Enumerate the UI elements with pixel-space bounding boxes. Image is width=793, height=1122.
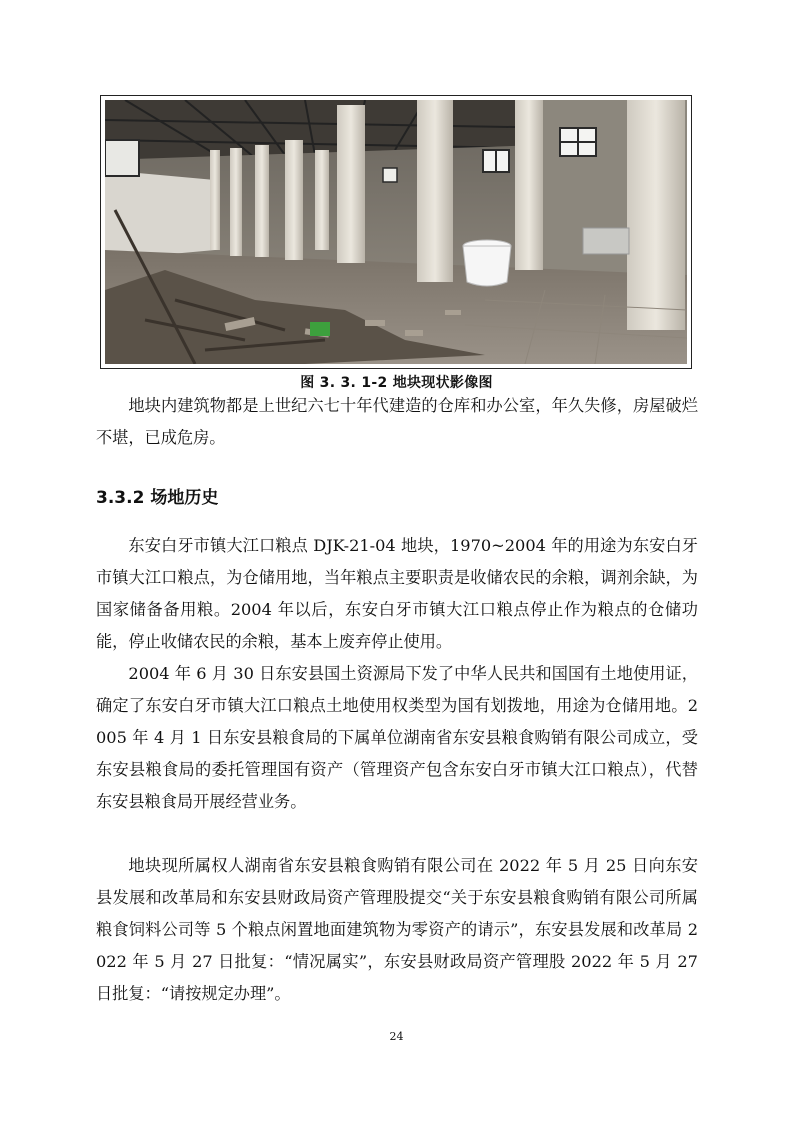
photo-warehouse-interior [105, 100, 687, 364]
figure-caption: 图 3. 3. 1-2 地块现状影像图 [300, 375, 493, 391]
paragraph-building-condition: 地块内建筑物都是上世纪六七十年代建造的仓库和办公室，年久失修，房屋破烂不堪，已成危房。 [96, 396, 698, 447]
paragraph-land-certificate: 2004 年 6 月 30 日东安县国土资源局下发了中华人民共和国国有土地使用证，确定了东安白牙市镇大江口粮点土地使用权类型为国有划拨地，用途为仓储用地。2005 年 4 月 1 日东安县粮食局的下属单位湖南省东安县粮食购销有限公司成立，受东安县粮食局的委托管理国有资产（管理资产包含东安白牙市镇大江口粮点），代替东安县粮食局开展经营业务。 [96, 664, 698, 811]
paragraph-ownership-request: 地块现所属权人湖南省东安县粮食购销有限公司在 2022 年 5 月 25 日向东安县发展和改革局和东安县财政局资产管理股提交“关于东安县粮食购销有限公司所属粮食饲料公司等 5 个粮点闲置地面建筑物为零资产的请示”，东安县发展和改革局 2022 年 5 月 27 日批复：“情况属实”，东安县财政局资产管理股 2022 年 5 月 27 日批复：“请按规定办理”。 [96, 856, 698, 1003]
section-heading: 3.3.2 场地历史 [96, 488, 219, 508]
paragraph-land-use-history: 东安白牙市镇大江口粮点 DJK-21-04 地块，1970~2004 年的用途为东安白牙市镇大江口粮点，为仓储用地，当年粮点主要职责是收储农民的余粮，调剂余缺，为国家储备备用粮。2004 年以后，东安白牙市镇大江口粮点停止作为粮点的仓储功能，停止收储农民的余粮，基本上废弃停止使用。 [96, 536, 698, 651]
figure-frame [100, 95, 692, 369]
page-number: 24 [389, 1030, 404, 1043]
